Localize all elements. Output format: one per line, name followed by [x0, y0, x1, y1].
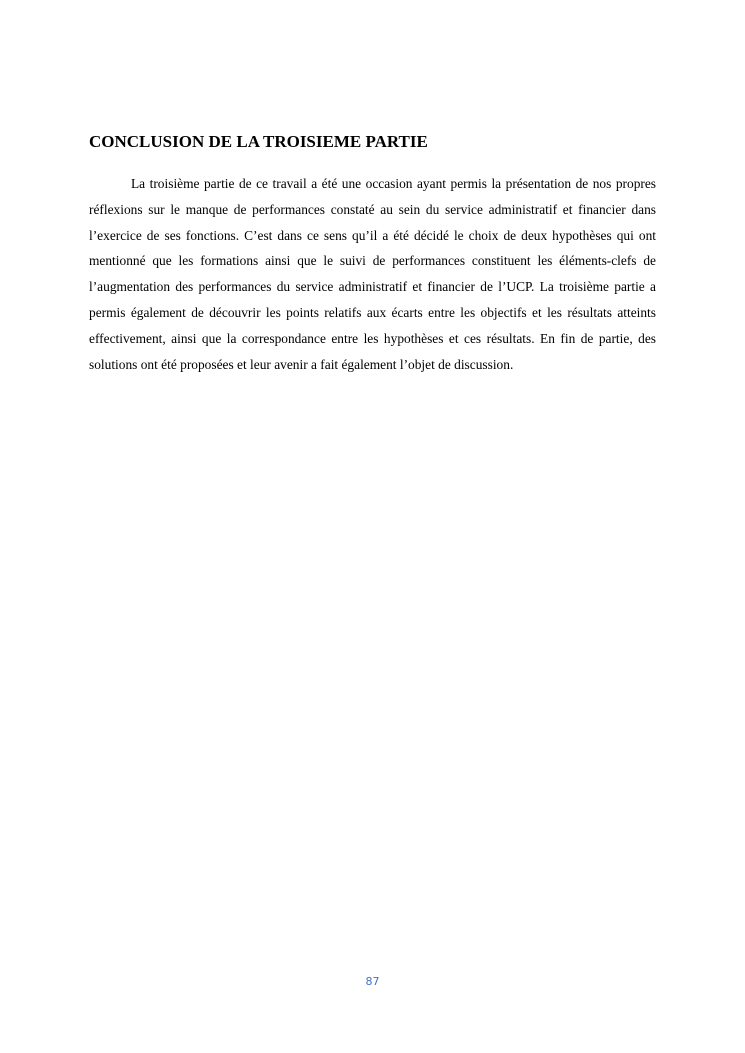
body-paragraph: La troisième partie de ce travail a été une occasion ayant permis la présentation de nos propres réflexions sur le manque de performances constaté au sein du service administratif et financier dans l’exercice de ses fonctions. C’est dans ce sens qu’il a été décidé le choix de deux hypothèses qui ont mentionné que les formations ainsi que le suivi de performances constituent les éléments-clefs de l’augmentation des performances du service administratif et financier de l’UCP. La troisième partie a permis également de découvrir les points relatifs aux écarts entre les objectifs et les résultats atteints effectivement, ainsi que la correspondance entre les hypothèses et ces résultats. En fin de partie, des solutions ont été proposées et leur avenir a fait également l’objet de discussion. — [89, 176, 656, 372]
page-number: 87 — [365, 975, 380, 988]
section-heading: CONCLUSION DE LA TROISIEME PARTIE — [89, 132, 428, 151]
